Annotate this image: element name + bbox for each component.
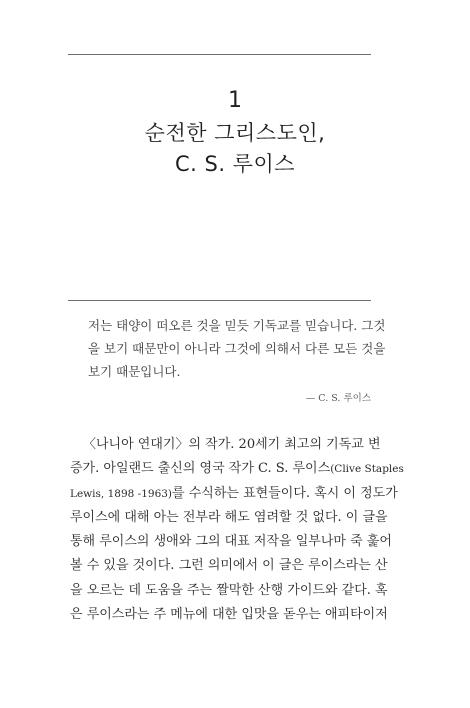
body-line: Lewis, 1898 -1963)를 수식하는 표현들이다. 혹시 이 정도가 (70, 485, 398, 501)
body-paragraph (70, 433, 404, 627)
body-line: 증가. 아일랜드 출신의 영국 작가 C. S. 루이스(Clive Staples (70, 461, 404, 477)
top-rule (68, 54, 371, 55)
body-line: 통해 루이스의 생애와 그의 대표 저작을 일부나마 죽 훑어 (70, 534, 392, 550)
chapter-title-line-2: C. S. 루이스 (174, 152, 296, 176)
body-line: 을 오르는 데 도움을 주는 짤막한 산행 가이드와 같다. 혹 (70, 582, 388, 598)
chapter-title-line-1: 순전한 그리스도인, (144, 121, 326, 145)
section-rule (68, 300, 371, 301)
chapter-number: 1 (228, 88, 242, 113)
epigraph-line: 보기 때문입니다. (88, 364, 181, 379)
name-annotation: (Clive Staples (330, 463, 404, 476)
body-line: 루이스에 대해 아는 전부라 해도 염려할 것 없다. 이 글을 (70, 509, 388, 525)
body-line: 〈나니아 연대기〉의 작가. 20세기 최고의 기독교 변 (83, 437, 381, 452)
epigraph-line: 저는 태양이 떠오른 것을 믿듯 기독교를 믿습니다. 그것 (88, 318, 386, 333)
body-line: 볼 수 있을 것이다. 그런 의미에서 이 글은 루이스라는 산 (70, 558, 388, 574)
name-annotation: Lewis, 1898 -1963) (70, 487, 173, 500)
epigraph-line: 을 보기 때문만이 아니라 그것에 의해서 다른 모든 것을 (88, 341, 386, 356)
epigraph-quote (88, 314, 386, 383)
body-line: 은 루이스라는 주 메뉴에 대한 입맛을 돋우는 애피타이저 (70, 607, 388, 623)
epigraph-attribution: — C. S. 루이스 (305, 393, 371, 404)
